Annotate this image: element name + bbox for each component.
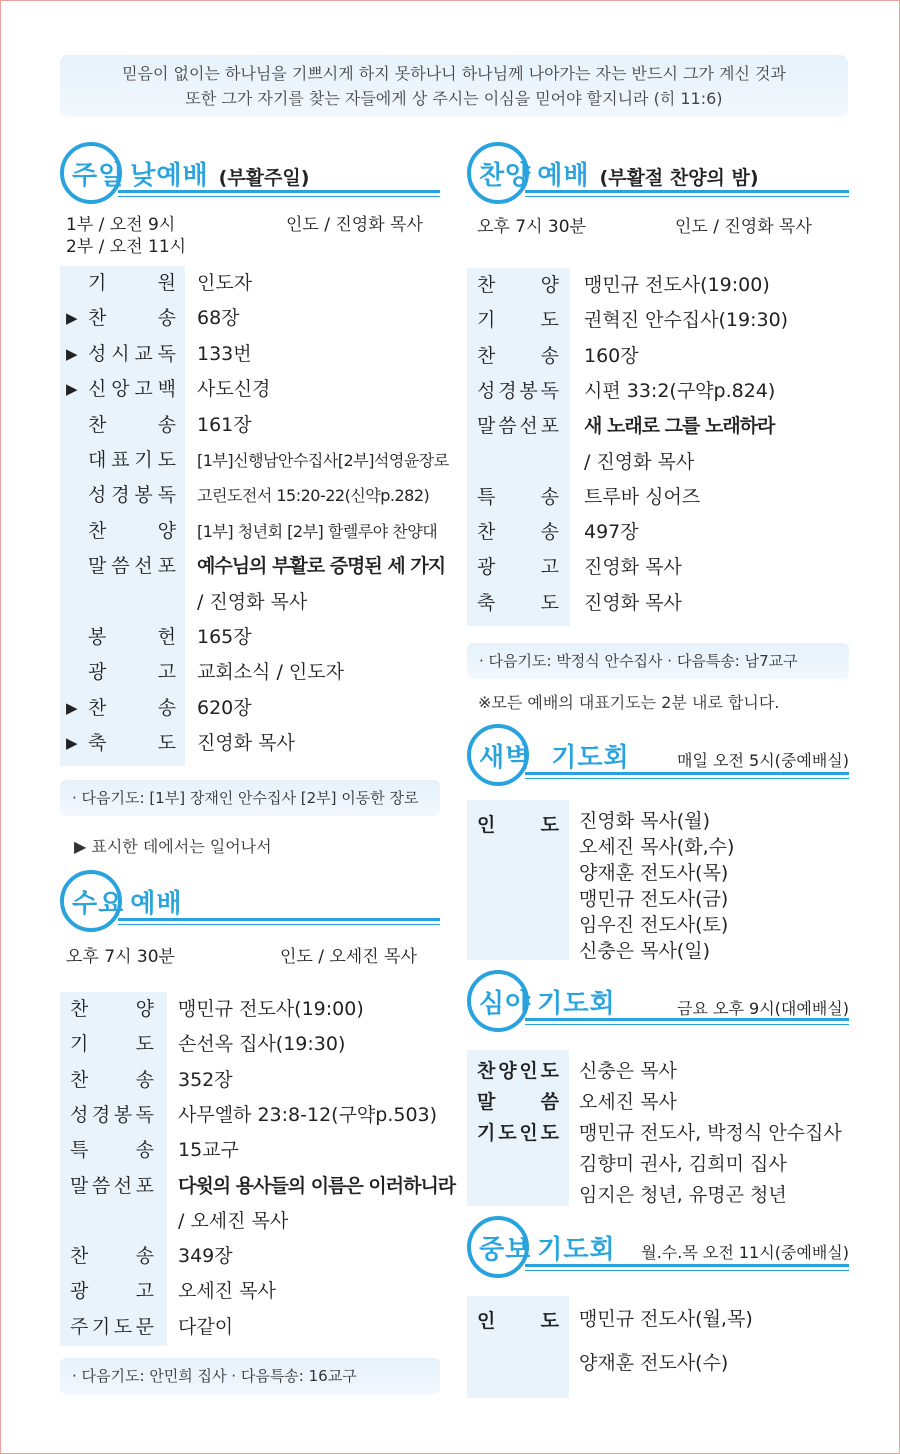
order-value: 예수님의 부활로 증명된 세 가지 xyxy=(197,555,446,578)
order-value: [1부] 청년회 [2부] 할렐루야 찬양대 xyxy=(197,521,438,541)
sunday-next-prayer-note: · 다음기도: [1부] 장재인 안수집사 [2부] 이동한 장로 xyxy=(60,780,440,816)
header-underline-thin xyxy=(525,778,849,779)
praise-time: 오후 7시 30분 xyxy=(477,217,586,237)
order-label: 기 도 xyxy=(477,309,559,332)
order-row xyxy=(467,409,849,444)
order-row xyxy=(60,655,440,690)
order-row xyxy=(60,1274,440,1309)
dawn-leader: 오세진 목사(화,수) xyxy=(579,836,735,858)
order-label: 찬 양 xyxy=(70,998,154,1020)
order-value: 68장 xyxy=(197,307,240,330)
order-row xyxy=(467,480,849,515)
order-label: 찬 송 xyxy=(477,521,559,544)
order-row xyxy=(60,549,446,584)
night-row-label: 찬 양 인 도 xyxy=(477,1060,559,1082)
order-label: 찬 양 xyxy=(88,519,176,542)
order-value: 맹민규 전도사(19:00) xyxy=(584,274,770,296)
order-value: [1부]신행남안수집사[2부]석영윤장로 xyxy=(197,451,449,470)
order-value: 시편 33:2(구약p.824) xyxy=(584,379,776,402)
wednesday-service-header xyxy=(60,870,440,932)
night-prayer-title: 심야 기도회 xyxy=(479,989,616,1019)
order-row xyxy=(467,550,849,585)
order-value: 133번 xyxy=(197,342,252,365)
order-row xyxy=(60,1098,440,1133)
order-row xyxy=(60,266,440,301)
bible-verse-box xyxy=(60,55,848,117)
order-row xyxy=(60,1063,440,1098)
wednesday-leader: 인도 / 오세진 목사 xyxy=(280,947,417,967)
order-row xyxy=(60,1133,440,1168)
dawn-prayer-title: 새벽 기도회 xyxy=(479,743,630,773)
order-value: 권혁진 안수집사(19:30) xyxy=(584,309,789,332)
order-label: ▶ 축 도 xyxy=(68,726,176,761)
order-row xyxy=(60,1239,440,1274)
order-row xyxy=(60,408,440,443)
order-row xyxy=(60,691,440,726)
order-label: 성 경 봉 독 xyxy=(70,1103,154,1126)
order-value: 새 노래로 그를 노래하라 xyxy=(584,415,775,438)
header-underline-thin xyxy=(525,196,849,197)
order-row xyxy=(60,992,440,1027)
order-label: 광 고 xyxy=(477,556,559,579)
wednesday-time: 오후 7시 30분 xyxy=(66,947,175,967)
header-underline-thin xyxy=(525,1024,849,1025)
wednesday-service-title: 수요 예배 xyxy=(72,889,183,919)
order-row xyxy=(60,585,440,620)
intercession-prayer-title: 중보 기도회 xyxy=(479,1235,616,1265)
order-label: ▶ 찬 송 xyxy=(68,301,176,336)
order-value: 161장 xyxy=(197,413,252,436)
order-label: 대 표 기 도 xyxy=(88,449,176,471)
order-row xyxy=(467,374,849,409)
night-row-value: 맹민규 전도사, 박정식 안수집사 xyxy=(579,1122,842,1144)
praise-service-header xyxy=(467,142,849,204)
order-value: 손선옥 집사(19:30) xyxy=(178,1033,346,1056)
dawn-schedule: 매일 오전 5시(중예배실) xyxy=(677,751,849,770)
stand-up-note: ▶ 표시한 데에서는 일어나서 xyxy=(74,837,272,856)
order-value: 진영화 목사 xyxy=(197,732,295,755)
order-value: 352장 xyxy=(178,1068,233,1091)
dawn-label: 인 도 xyxy=(477,814,559,836)
header-underline-thin xyxy=(525,1270,849,1271)
sunday-service-header xyxy=(60,142,440,204)
order-value: 오세진 목사 xyxy=(178,1280,276,1303)
order-label: ▶ 찬 송 xyxy=(68,691,176,726)
order-row xyxy=(60,620,440,655)
dawn-prayer-table xyxy=(467,800,849,960)
order-row xyxy=(467,339,849,374)
order-row xyxy=(60,478,440,513)
night-row-value: 오세진 목사 xyxy=(579,1091,677,1113)
order-row xyxy=(60,726,440,761)
order-label: 축 도 xyxy=(477,591,559,614)
praise-next-prayer-note: · 다음기도: 박정식 안수집사 · 다음특송: 남7교구 xyxy=(467,643,849,679)
dawn-leader: 신충은 목사(일) xyxy=(579,940,710,962)
verse-line-2: 또한 그가 자기를 찾는 자들에게 상 주시는 이심을 믿어야 할지니라 (히 11:6) xyxy=(185,89,723,108)
order-value: 160장 xyxy=(584,344,639,367)
order-value: 맹민규 전도사(19:00) xyxy=(178,998,364,1020)
order-label: 찬 송 xyxy=(88,413,176,436)
order-label: 찬 양 xyxy=(477,274,559,296)
header-underline-thin xyxy=(118,196,440,197)
order-value: 고린도전서 15:20-22(신약p.282) xyxy=(197,486,430,506)
sunday-service-title: 주일 낮예배 (부활주일) xyxy=(72,161,310,191)
order-label: 광 고 xyxy=(70,1280,154,1303)
order-value: 다윗의 용사들의 이름은 이러하니라 xyxy=(178,1174,456,1197)
intercession-leader: 양재훈 전도사(수) xyxy=(579,1352,729,1374)
order-value: 15교구 xyxy=(178,1139,239,1162)
order-label: 성 경 봉 독 xyxy=(477,379,559,402)
order-value: 620장 xyxy=(197,696,252,719)
order-row xyxy=(60,301,440,336)
order-value: 165장 xyxy=(197,626,252,648)
intercession-schedule: 월.수.목 오전 11시(중예배실) xyxy=(641,1243,849,1262)
praise-leader: 인도 / 진영화 목사 xyxy=(675,217,812,237)
order-label: 찬 송 xyxy=(477,344,559,367)
order-label: 찬 송 xyxy=(70,1068,154,1091)
order-label: 기 도 xyxy=(70,1033,154,1056)
night-prayer-table xyxy=(467,1050,849,1206)
order-row xyxy=(60,1027,440,1062)
order-value: 진영화 목사 xyxy=(584,556,682,579)
verse-line-1: 믿음이 없이는 하나님을 기쁘시게 하지 못하나니 하나님께 나아가는 자는 반드시 그가 계신 것과 xyxy=(122,64,786,83)
dawn-leader: 진영화 목사(월) xyxy=(579,810,710,832)
night-schedule: 금요 오후 9시(대예배실) xyxy=(677,999,849,1018)
order-value: 다같이 xyxy=(178,1315,234,1338)
order-label: 찬 송 xyxy=(70,1245,154,1268)
order-label: 특 송 xyxy=(70,1139,154,1162)
order-row xyxy=(60,443,449,478)
dawn-leader: 양재훈 전도사(목) xyxy=(579,862,729,884)
order-value: 진영화 목사 xyxy=(584,591,682,614)
intercession-prayer-table xyxy=(467,1296,849,1398)
order-value: 트루바 싱어즈 xyxy=(584,485,701,508)
praise-order-table xyxy=(467,268,849,626)
order-label: ▶ 성 시 교 독 xyxy=(68,337,176,372)
order-row xyxy=(60,514,440,549)
order-value: / 진영화 목사 xyxy=(584,450,695,473)
order-label: 광 고 xyxy=(88,661,176,684)
order-label: ▶ 신 앙 고 백 xyxy=(68,372,176,407)
dawn-leader: 맹민규 전도사(금) xyxy=(579,888,729,910)
dawn-leader: 임우진 전도사(토) xyxy=(579,914,729,936)
order-row xyxy=(60,1169,456,1204)
night-row-value: 임지은 청년, 유명곤 청년 xyxy=(579,1184,787,1206)
praise-service-title: 찬양 예배 (부활절 찬양의 밤) xyxy=(479,161,759,191)
order-value: 사무엘하 23:8-12(구약p.503) xyxy=(178,1103,438,1126)
night-prayer-header xyxy=(467,970,849,1032)
night-row-value: 김향미 권사, 김희미 집사 xyxy=(579,1153,787,1175)
wednesday-order-table xyxy=(60,992,456,1346)
order-value: / 오세진 목사 xyxy=(178,1209,289,1232)
order-label: 특 송 xyxy=(477,485,559,508)
order-row xyxy=(60,1204,440,1239)
order-label: 기 원 xyxy=(88,272,176,294)
order-row xyxy=(467,303,849,338)
sunday-time-1: 1부 / 오전 9시 xyxy=(66,215,176,235)
order-value: 사도신경 xyxy=(197,378,271,401)
order-row xyxy=(467,586,849,621)
order-value: 인도자 xyxy=(197,272,253,294)
dawn-prayer-header xyxy=(467,724,849,786)
order-row xyxy=(467,268,849,303)
order-label: 말 씀 선 포 xyxy=(70,1174,154,1197)
order-row xyxy=(467,515,849,550)
order-label: 성 경 봉 독 xyxy=(88,484,176,507)
order-value: 497장 xyxy=(584,521,639,544)
order-label: 주 기 도 문 xyxy=(70,1315,154,1338)
night-row-label: 기 도 인 도 xyxy=(477,1122,559,1144)
order-value: 349장 xyxy=(178,1245,233,1268)
prayer-time-rule-note: ※모든 예배의 대표기도는 2분 내로 합니다. xyxy=(478,693,780,712)
sunday-time-2: 2부 / 오전 11시 xyxy=(66,237,187,257)
header-underline-thin xyxy=(118,924,440,925)
night-row-value: 신충은 목사 xyxy=(579,1060,677,1082)
sunday-order-table xyxy=(60,266,449,766)
order-row xyxy=(60,337,440,372)
order-row xyxy=(60,1310,440,1345)
sunday-leader: 인도 / 진영화 목사 xyxy=(286,215,423,235)
order-label: 봉 헌 xyxy=(88,626,176,648)
intercession-prayer-header xyxy=(467,1216,849,1278)
order-label: 말 씀 선 포 xyxy=(477,415,559,438)
order-value: 교회소식 / 인도자 xyxy=(197,661,344,684)
order-row xyxy=(467,445,849,480)
wednesday-next-prayer-note: · 다음기도: 안민희 집사 · 다음특송: 16교구 xyxy=(60,1358,440,1394)
intercession-leader: 맹민규 전도사(월,목) xyxy=(579,1308,753,1330)
intercession-label: 인 도 xyxy=(477,1310,559,1332)
order-label: 말 씀 선 포 xyxy=(88,555,176,578)
night-row-label: 말 씀 xyxy=(477,1091,559,1113)
order-value: / 진영화 목사 xyxy=(197,590,308,613)
order-row xyxy=(60,372,440,407)
